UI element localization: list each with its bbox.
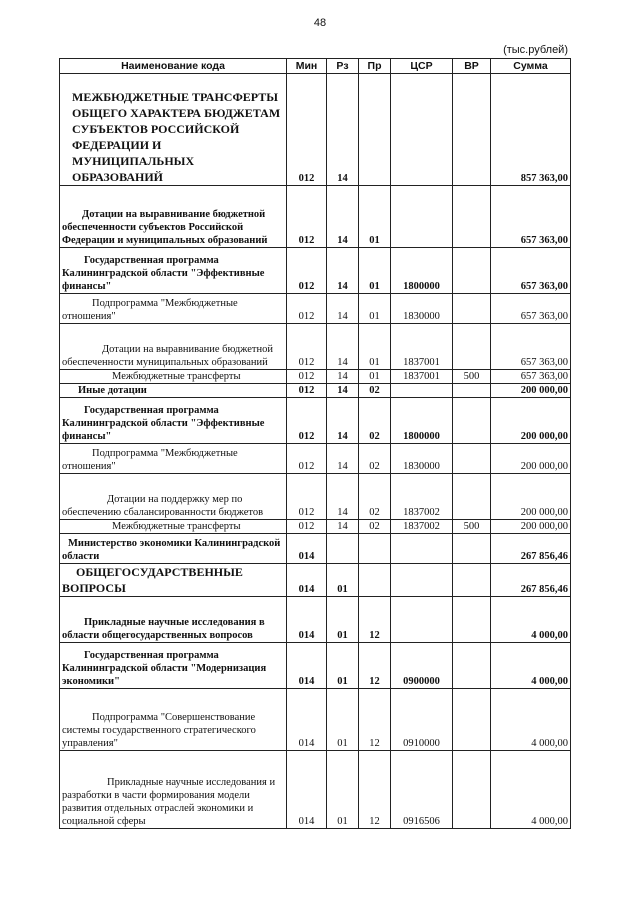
row-name: Прикладные научные исследования в области общегосударственных вопросов	[60, 597, 287, 643]
row-csr: 0900000	[391, 643, 453, 689]
budget-table	[59, 58, 571, 829]
row-name: Государственная программа Калининградской области "Эффективные финансы"	[60, 398, 287, 444]
row-vr	[453, 324, 491, 370]
row-rz: 14	[327, 370, 359, 384]
row-vr	[453, 643, 491, 689]
table-row	[60, 384, 571, 398]
row-sum: 4 000,00	[491, 597, 571, 643]
table-row	[60, 74, 571, 186]
row-pr	[359, 74, 391, 186]
row-min: 014	[287, 564, 327, 597]
row-pr: 02	[359, 520, 391, 534]
row-sum: 657 363,00	[491, 186, 571, 248]
row-pr: 02	[359, 474, 391, 520]
row-sum: 267 856,46	[491, 534, 571, 564]
row-rz: 14	[327, 444, 359, 474]
row-sum: 4 000,00	[491, 689, 571, 751]
row-name: Подпрограмма "Межбюджетные отношения"	[60, 444, 287, 474]
units-label: (тыс.рублей)	[503, 44, 568, 56]
row-name: ОБЩЕГОСУДАРСТВЕННЫЕ ВОПРОСЫ	[60, 564, 287, 597]
table-row	[60, 751, 571, 829]
header-sum: Сумма	[491, 59, 571, 74]
row-pr: 02	[359, 444, 391, 474]
row-min: 012	[287, 186, 327, 248]
row-csr	[391, 534, 453, 564]
row-sum: 657 363,00	[491, 294, 571, 324]
header-min: Мин	[287, 59, 327, 74]
row-min: 012	[287, 520, 327, 534]
row-pr: 02	[359, 384, 391, 398]
row-min: 014	[287, 597, 327, 643]
row-pr: 12	[359, 597, 391, 643]
row-name: Министерство экономики Калининградской области	[60, 534, 287, 564]
row-pr: 01	[359, 186, 391, 248]
row-rz: 14	[327, 474, 359, 520]
row-min: 014	[287, 534, 327, 564]
header-csr: ЦСР	[391, 59, 453, 74]
row-vr	[453, 398, 491, 444]
row-csr: 1837002	[391, 474, 453, 520]
row-rz: 01	[327, 751, 359, 829]
row-pr: 12	[359, 751, 391, 829]
table-row	[60, 444, 571, 474]
row-vr: 500	[453, 370, 491, 384]
row-pr: 02	[359, 398, 391, 444]
row-sum: 657 363,00	[491, 324, 571, 370]
row-min: 012	[287, 294, 327, 324]
row-min: 012	[287, 444, 327, 474]
row-rz: 01	[327, 597, 359, 643]
row-rz: 14	[327, 520, 359, 534]
row-min: 014	[287, 643, 327, 689]
page-number: 48	[313, 17, 327, 29]
row-pr: 01	[359, 324, 391, 370]
row-min: 012	[287, 248, 327, 294]
row-min: 012	[287, 474, 327, 520]
header-name: Наименование кода	[60, 59, 287, 74]
row-name: МЕЖБЮДЖЕТНЫЕ ТРАНСФЕРТЫ ОБЩЕГО ХАРАКТЕРА БЮДЖЕТАМ СУБЪЕКТОВ РОССИЙСКОЙ ФЕДЕРАЦИИ И МУНИЦИПАЛЬНЫХ ОБРАЗОВАНИЙ	[60, 74, 287, 186]
table-row	[60, 186, 571, 248]
row-rz: 01	[327, 689, 359, 751]
row-sum: 200 000,00	[491, 398, 571, 444]
table-row	[60, 294, 571, 324]
row-min: 012	[287, 370, 327, 384]
row-csr: 0916506	[391, 751, 453, 829]
row-pr: 01	[359, 248, 391, 294]
row-name: Иные дотации	[60, 384, 287, 398]
row-name: Прикладные научные исследования и разработки в части формирования модели развития отдельных отраслей экономики и социальной сферы	[60, 751, 287, 829]
row-vr	[453, 751, 491, 829]
table-row	[60, 398, 571, 444]
row-sum: 4 000,00	[491, 643, 571, 689]
row-name: Подпрограмма "Межбюджетные отношения"	[60, 294, 287, 324]
row-rz: 14	[327, 294, 359, 324]
row-min: 014	[287, 751, 327, 829]
table-row	[60, 564, 571, 597]
table-row	[60, 248, 571, 294]
row-vr	[453, 534, 491, 564]
row-name: Дотации на выравнивание бюджетной обеспеченности субъектов Российской Федерации и муниципальных образований	[60, 186, 287, 248]
row-sum: 267 856,46	[491, 564, 571, 597]
row-csr: 0910000	[391, 689, 453, 751]
table-row	[60, 324, 571, 370]
row-vr	[453, 597, 491, 643]
row-csr	[391, 564, 453, 597]
header-pr: Пр	[359, 59, 391, 74]
row-pr	[359, 534, 391, 564]
row-vr	[453, 74, 491, 186]
row-min: 014	[287, 689, 327, 751]
row-name: Государственная программа Калининградской области "Эффективные финансы"	[60, 248, 287, 294]
table-row	[60, 520, 571, 534]
row-vr	[453, 474, 491, 520]
row-csr	[391, 597, 453, 643]
row-pr: 01	[359, 370, 391, 384]
row-csr: 1837001	[391, 324, 453, 370]
row-csr	[391, 74, 453, 186]
table-row	[60, 689, 571, 751]
row-min: 012	[287, 324, 327, 370]
row-csr: 1830000	[391, 444, 453, 474]
row-sum: 200 000,00	[491, 520, 571, 534]
row-csr: 1837001	[391, 370, 453, 384]
row-csr: 1830000	[391, 294, 453, 324]
row-csr	[391, 186, 453, 248]
row-rz: 14	[327, 74, 359, 186]
row-pr: 01	[359, 294, 391, 324]
row-rz	[327, 534, 359, 564]
row-vr	[453, 186, 491, 248]
row-pr: 12	[359, 689, 391, 751]
row-min: 012	[287, 384, 327, 398]
row-csr: 1800000	[391, 398, 453, 444]
table-row	[60, 370, 571, 384]
table-row	[60, 534, 571, 564]
table-header-row	[60, 59, 571, 74]
row-min: 012	[287, 398, 327, 444]
row-csr: 1837002	[391, 520, 453, 534]
table-row	[60, 597, 571, 643]
header-vr: ВР	[453, 59, 491, 74]
row-rz: 14	[327, 398, 359, 444]
row-vr	[453, 248, 491, 294]
row-rz: 14	[327, 384, 359, 398]
row-sum: 200 000,00	[491, 444, 571, 474]
row-csr: 1800000	[391, 248, 453, 294]
row-vr	[453, 294, 491, 324]
row-vr	[453, 384, 491, 398]
row-sum: 200 000,00	[491, 384, 571, 398]
row-rz: 14	[327, 324, 359, 370]
row-vr	[453, 689, 491, 751]
row-rz: 01	[327, 564, 359, 597]
row-pr	[359, 564, 391, 597]
row-name: Дотации на выравнивание бюджетной обеспеченности муниципальных образований	[60, 324, 287, 370]
table-row	[60, 643, 571, 689]
row-csr	[391, 384, 453, 398]
row-name: Подпрограмма "Совершенствование системы государственного стратегического управления"	[60, 689, 287, 751]
row-vr	[453, 564, 491, 597]
row-name: Межбюджетные трансферты	[60, 370, 287, 384]
row-rz: 14	[327, 248, 359, 294]
row-vr	[453, 444, 491, 474]
row-min: 012	[287, 74, 327, 186]
row-sum: 857 363,00	[491, 74, 571, 186]
row-pr: 12	[359, 643, 391, 689]
row-sum: 4 000,00	[491, 751, 571, 829]
row-name: Дотации на поддержку мер по обеспечению сбалансированности бюджетов	[60, 474, 287, 520]
row-sum: 657 363,00	[491, 248, 571, 294]
row-name: Государственная программа Калининградской области "Модернизация экономики"	[60, 643, 287, 689]
row-rz: 14	[327, 186, 359, 248]
header-rz: Рз	[327, 59, 359, 74]
row-rz: 01	[327, 643, 359, 689]
table-row	[60, 474, 571, 520]
row-sum: 200 000,00	[491, 474, 571, 520]
row-vr: 500	[453, 520, 491, 534]
row-name: Межбюджетные трансферты	[60, 520, 287, 534]
row-sum: 657 363,00	[491, 370, 571, 384]
